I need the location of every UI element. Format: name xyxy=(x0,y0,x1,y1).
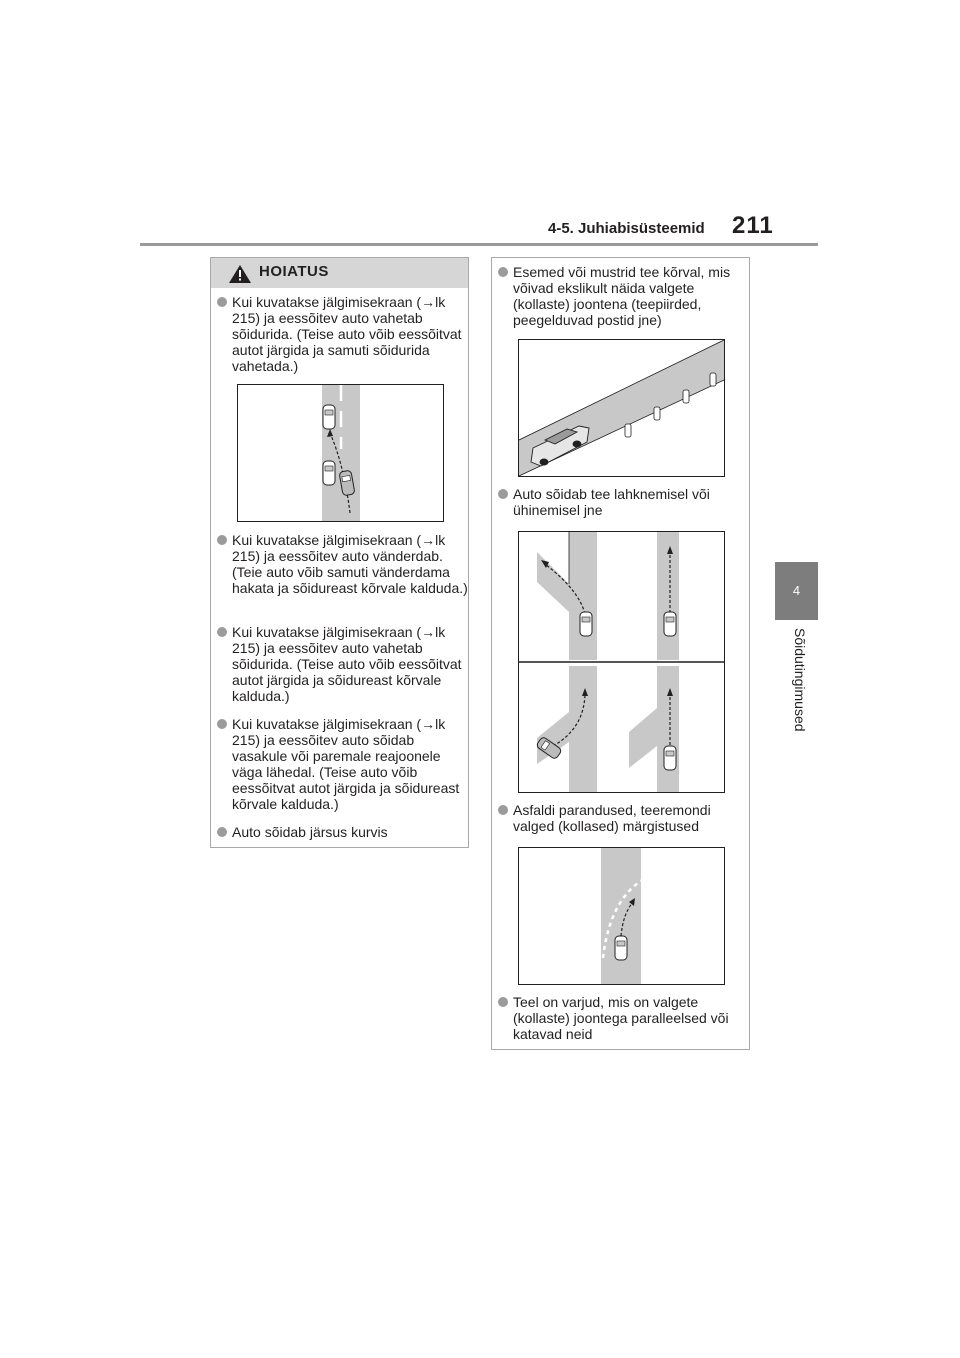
condition-item-text: Teel on varjud, mis on valgete (kollaste) joontega paralleelsed või katavad neid xyxy=(513,994,729,1042)
roadside-posts-figure xyxy=(518,339,725,477)
warning-item-text: Kui kuvatakse jälgimisekraan (→lk 215) ja eessõitev auto sõidab vasakule või paremale reajoonele väga lähedal. (Teise auto võib eessõitvat autot järgida ja sõidureast kõrvale kalduda.) xyxy=(232,716,460,812)
bullet-icon xyxy=(498,489,508,499)
warning-header xyxy=(211,258,468,288)
condition-item xyxy=(496,486,749,518)
bullet-icon xyxy=(217,827,227,837)
car-icon xyxy=(323,405,335,429)
car-icon xyxy=(664,612,676,636)
chapter-label: Sõidutingimused xyxy=(792,628,808,732)
warning-item-text: Auto sõidab järsus kurvis xyxy=(232,824,388,840)
warning-item-text: Kui kuvatakse jälgimisekraan (→lk 215) ja eessõitev auto vahetab sõidurida. (Teise auto võib eessõitvat autot järgida ja sõidureast kõrvale kalduda.) xyxy=(232,624,462,704)
chapter-tab: 4 xyxy=(775,562,818,620)
warning-item xyxy=(215,624,468,704)
bullet-icon xyxy=(217,719,227,729)
page-number: 211 xyxy=(732,212,774,239)
warning-item-text: Kui kuvatakse jälgimisekraan (→lk 215) ja eessõitev auto vahetab sõidurida. (Teise auto võib eessõitvat autot järgida ja samuti sõidurida vahetada.) xyxy=(232,294,462,374)
bullet-icon xyxy=(217,297,227,307)
bullet-icon xyxy=(217,535,227,545)
bullet-icon xyxy=(498,997,508,1007)
section-title: 4-5. Juhiabisüsteemid xyxy=(548,220,705,237)
warning-item xyxy=(215,532,468,596)
header-divider xyxy=(140,243,818,246)
car-icon xyxy=(664,746,676,770)
condition-item xyxy=(496,802,749,834)
warning-item-text: Kui kuvatakse jälgimisekraan (→lk 215) ja eessõitev auto vänderdab. (Teie auto võib samuti vänderdama hakata ja sõidureast kõrvale kalduda.) xyxy=(232,532,468,596)
warning-item xyxy=(215,716,468,812)
warning-title: HOIATUS xyxy=(259,263,329,280)
warning-panel xyxy=(210,257,469,848)
warning-item xyxy=(215,824,468,840)
car-icon xyxy=(615,936,627,960)
condition-item-text: Auto sõidab tee lahknemisel või ühinemisel jne xyxy=(513,486,710,518)
repair-markings-figure xyxy=(518,847,725,985)
warning-triangle-icon xyxy=(228,264,252,284)
continued-panel xyxy=(491,257,750,1050)
condition-item xyxy=(496,264,749,328)
lane-change-figure xyxy=(237,384,444,522)
condition-item xyxy=(496,994,749,1042)
warning-item xyxy=(215,294,468,374)
car-icon xyxy=(580,612,592,636)
condition-item-text: Esemed või mustrid tee kõrval, mis võivad ekslikult näida valgete (kollaste) joontena (teepiirded, peegelduvad postid jne) xyxy=(513,264,731,328)
bullet-icon xyxy=(217,627,227,637)
bullet-icon xyxy=(498,805,508,815)
car-icon xyxy=(323,461,335,485)
bullet-icon xyxy=(498,267,508,277)
fork-merge-figure xyxy=(518,531,725,793)
condition-item-text: Asfaldi parandused, teeremondi valged (kollased) märgistused xyxy=(513,802,711,834)
